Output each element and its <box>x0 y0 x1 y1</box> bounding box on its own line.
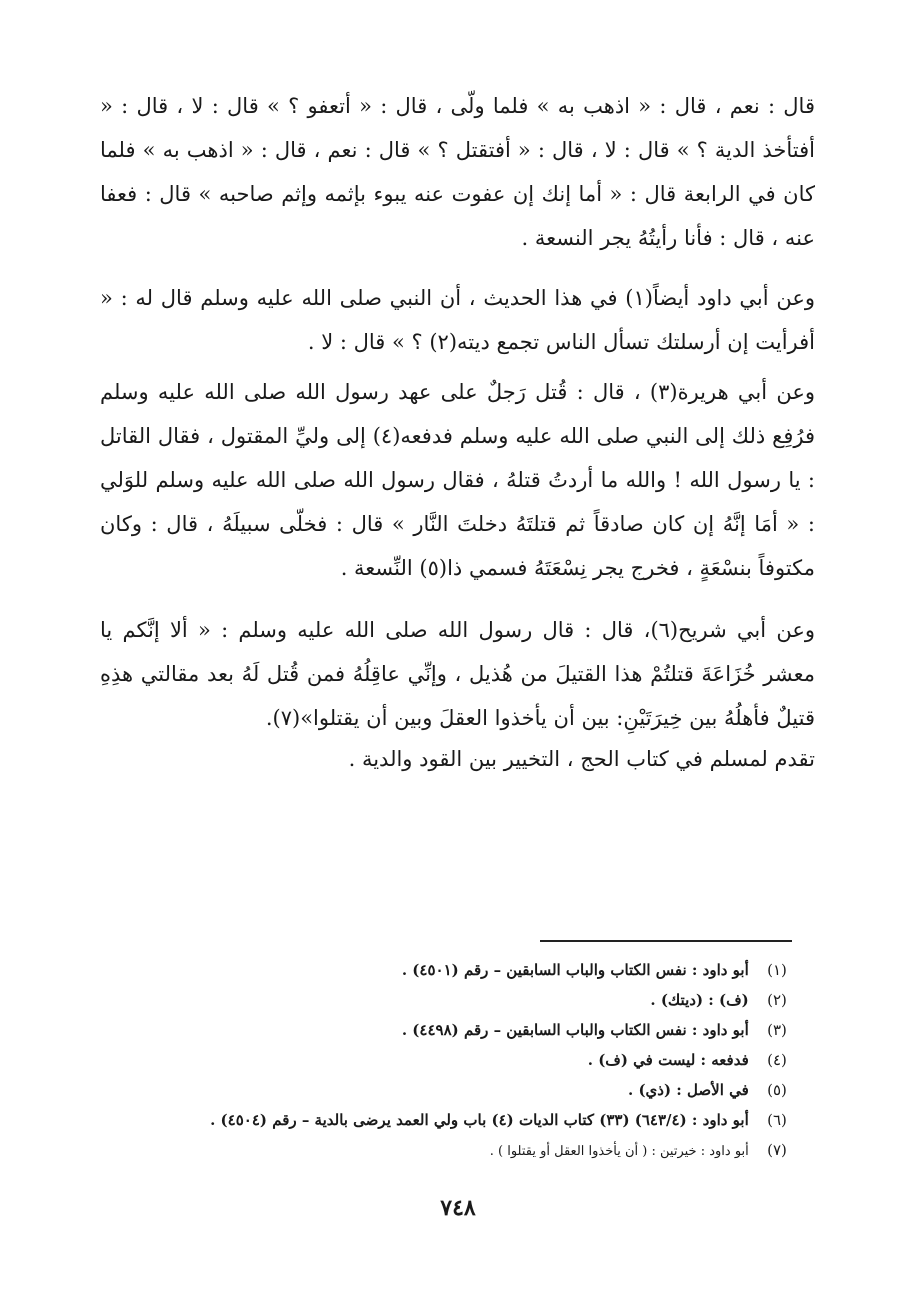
footnote-separator <box>540 940 792 942</box>
paragraph-5: تقدم لمسلم في كتاب الحج ، التخيير بين القود والدية . <box>348 747 815 771</box>
footnote-text: أبو داود : نفس الكتاب والباب السابقين – رقم (٤٤٩٨) . <box>401 1021 749 1039</box>
paragraph-3: وعن أبي هريرة(٣) ، قال : قُتل رَجلٌ على عهد رسول الله صلى الله عليه وسلم فرُفِع ذلك إلى النبي صلى الله عليه وسلم فدفعه(٤) إلى وليِّ المقتول ، فقال القاتل : يا رسول الله ! والله ما أردتُ قتلهُ ، فقال رسول الله صلى الله عليه وسلم للوَلي : « أمَا إنَّهُ إن كان صادقاً ثم قتلتَهُ دخلتَ النَّار » قال : فخلّى سبيلَهُ ، قال : وكان مكتوفاً بنسْعَةٍ ، فخرج يجر نِسْعَتَهُ فسمي ذا(٥) النِّسعة . <box>100 380 816 580</box>
paragraph-4: وعن أبي شريح(٦)، قال : قال رسول الله صلى الله عليه وسلم : « ألا إنَّكم يا معشر خُزَاعَةَ قتلتُمْ هذا القتيلَ من هُذيل ، وإنِّي عاقِلُهُ فمن قُتل لَهُ بعد مقالتي هذِهِ قتيلٌ فأهلُهُ بين خِيرَتَيْنِ: بين أن يأخذوا العقلَ وبين أن يقتلوا»(٧). <box>100 618 815 730</box>
paragraph-2: وعن أبي داود أيضاً(١) في هذا الحديث ، أن النبي صلى الله عليه وسلم قال له : « أفرأيت إن أرسلتك تسأل الناس تجمع ديته(٢) ؟ » قال : لا . <box>100 286 816 354</box>
footnote-number: (٢) <box>767 991 787 1009</box>
footnote-number: (٣) <box>767 1021 787 1039</box>
page-number: ٧٤٨ <box>440 1195 476 1221</box>
footnote-item <box>100 985 800 1015</box>
footnote-number: (٧) <box>767 1141 787 1159</box>
footnote-item <box>100 1075 800 1105</box>
footnote-text: أبو داود : خيرتين : ( أن يأخذوا العقل أو يقتلوا ) . <box>489 1144 749 1159</box>
footnote-text: فدفعه : ليست في (ف) . <box>587 1051 749 1069</box>
footnote-item <box>100 1135 800 1165</box>
footnote-number: (٤) <box>767 1051 787 1069</box>
footnote-item <box>100 955 800 985</box>
footnote-item <box>100 1105 800 1135</box>
footnote-text: في الأصل : (ذي) . <box>628 1081 749 1099</box>
footnotes-list <box>100 955 800 1165</box>
footnote-number: (٦) <box>767 1111 787 1129</box>
footnote-item <box>100 1045 800 1075</box>
footnote-number: (١) <box>767 961 787 979</box>
footnote-item <box>100 1015 800 1045</box>
paragraph-1: قال : نعم ، قال : « اذهب به » فلما ولّى ، قال : « أتعفو ؟ » قال : لا ، قال : « أفتأخذ الدية ؟ » قال : لا ، قال : « أفتقتل ؟ » قال : نعم ، قال : « اذهب به » فلما كان في الرابعة قال : « أما إنك إن عفوت عنه يبوء بإثمه وإثم صاحبه » قال : فعفا عنه ، قال : فأنا رأيتُهُ يجر النسعة . <box>100 94 815 250</box>
footnote-number: (٥) <box>767 1081 787 1099</box>
footnote-text: (ف) : (ديتك) . <box>650 991 749 1009</box>
footnote-text: أبو داود : نفس الكتاب والباب السابقين – رقم (٤٥٠١) . <box>401 961 749 979</box>
footnote-text: أبو داود : (٦٤٣/٤) (٣٣) كتاب الديات (٤) باب ولي العمد يرضى بالدية – رقم (٤٥٠٤) . <box>210 1111 749 1129</box>
